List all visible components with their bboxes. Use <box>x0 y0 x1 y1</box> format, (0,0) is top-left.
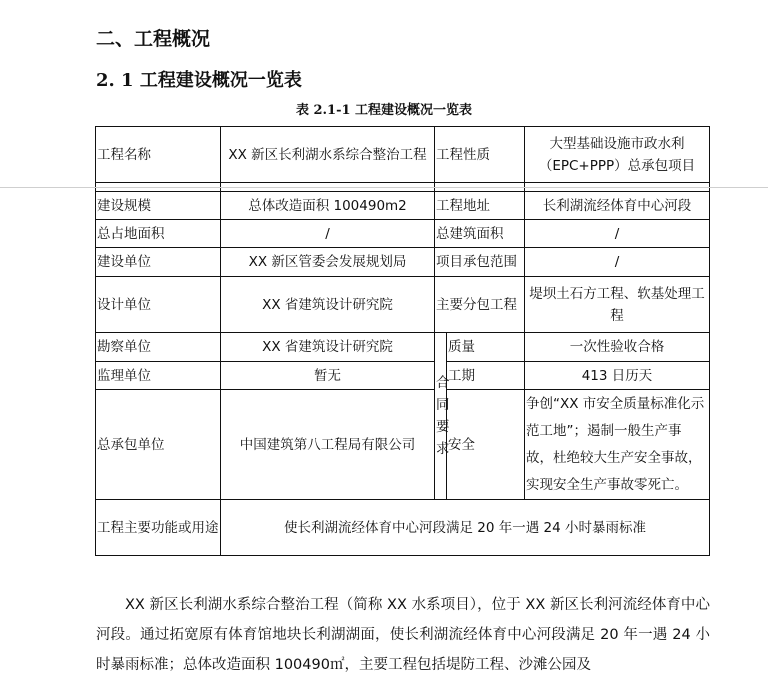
table-row <box>96 248 710 277</box>
survey-value: XX 省建筑设计研究院 <box>221 333 435 362</box>
table-row <box>96 333 710 362</box>
supervision-value: 暂无 <box>221 362 435 390</box>
table-row <box>96 220 710 248</box>
page-break-line <box>0 187 768 188</box>
land-area-label: 总占地面积 <box>96 220 221 248</box>
project-name-value: XX 新区长利湖水系综合整治工程 <box>221 127 435 183</box>
contractor-value: 中国建筑第八工程局有限公司 <box>221 390 435 500</box>
subcontract-label: 主要分包工程 <box>435 277 525 333</box>
quality-label: 质量 <box>447 333 525 362</box>
project-nature-label: 工程性质 <box>435 127 525 183</box>
supervision-label: 监理单位 <box>96 362 221 390</box>
section-heading: 二、工程概况 <box>96 28 211 50</box>
scale-value: 总体改造面积 100490m2 <box>221 192 435 220</box>
contract-requirements-text: 合同要求 <box>436 375 450 457</box>
contract-requirements-label <box>435 333 450 500</box>
table-row <box>96 127 710 183</box>
builder-label: 建设单位 <box>96 248 221 277</box>
duration-value: 413 日历天 <box>525 362 710 390</box>
table-row <box>96 500 710 556</box>
address-value: 长利湖流经体育中心河段 <box>525 192 710 220</box>
design-value: XX 省建筑设计研究院 <box>221 277 435 333</box>
subsection-heading: 2. 1 工程建设概况一览表 <box>96 70 302 91</box>
safety-label: 安全 <box>447 390 525 500</box>
overview-paragraph <box>96 590 710 680</box>
table-row <box>96 362 710 390</box>
scope-value: / <box>525 248 710 277</box>
scale-label: 建设规模 <box>96 192 221 220</box>
survey-label: 勘察单位 <box>96 333 221 362</box>
quality-value: 一次性验收合格 <box>525 333 710 362</box>
table-caption: 表 2.1-1 工程建设概况一览表 <box>295 103 473 118</box>
project-nature-value: 大型基础设施市政水利（EPC+PPP）总承包项目 <box>525 127 710 183</box>
floor-area-label: 总建筑面积 <box>435 220 525 248</box>
scope-label: 项目承包范围 <box>435 248 525 277</box>
subcontract-value: 堤坝土石方工程、软基处理工程 <box>525 277 710 333</box>
contractor-label: 总承包单位 <box>96 390 221 500</box>
design-label: 设计单位 <box>96 277 221 333</box>
floor-area-value: / <box>525 220 710 248</box>
function-value: 使长利湖流经体育中心河段满足 20 年一遇 24 小时暴雨标准 <box>221 500 710 556</box>
builder-value: XX 新区管委会发展规划局 <box>221 248 435 277</box>
project-name-label: 工程名称 <box>96 127 221 183</box>
table-row <box>96 277 710 333</box>
safety-value: 争创“XX 市安全质量标准化示范工地”；遏制一般生产事故，杜绝较大生产安全事故，实现安全生产事故零死亡。 <box>525 390 710 500</box>
land-area-value: / <box>221 220 435 248</box>
function-label: 工程主要功能或用途 <box>96 500 221 556</box>
paragraph-text: XX 新区长利湖水系综合整治工程（简称 XX 水系项目），位于 XX 新区长利河流经体育中心河段。通过拓宽原有体育馆地块长利湖湖面，使长利湖流经体育中心河段满足 20 年一遇 24 小时暴雨标准；总体改造面积 100490㎡，主要工程包括堤防工程、沙滩公园及 <box>96 597 710 673</box>
duration-label: 工期 <box>447 362 525 390</box>
project-overview-table <box>95 126 710 556</box>
table-row <box>96 192 710 220</box>
address-label: 工程地址 <box>435 192 525 220</box>
table-row <box>96 390 710 500</box>
